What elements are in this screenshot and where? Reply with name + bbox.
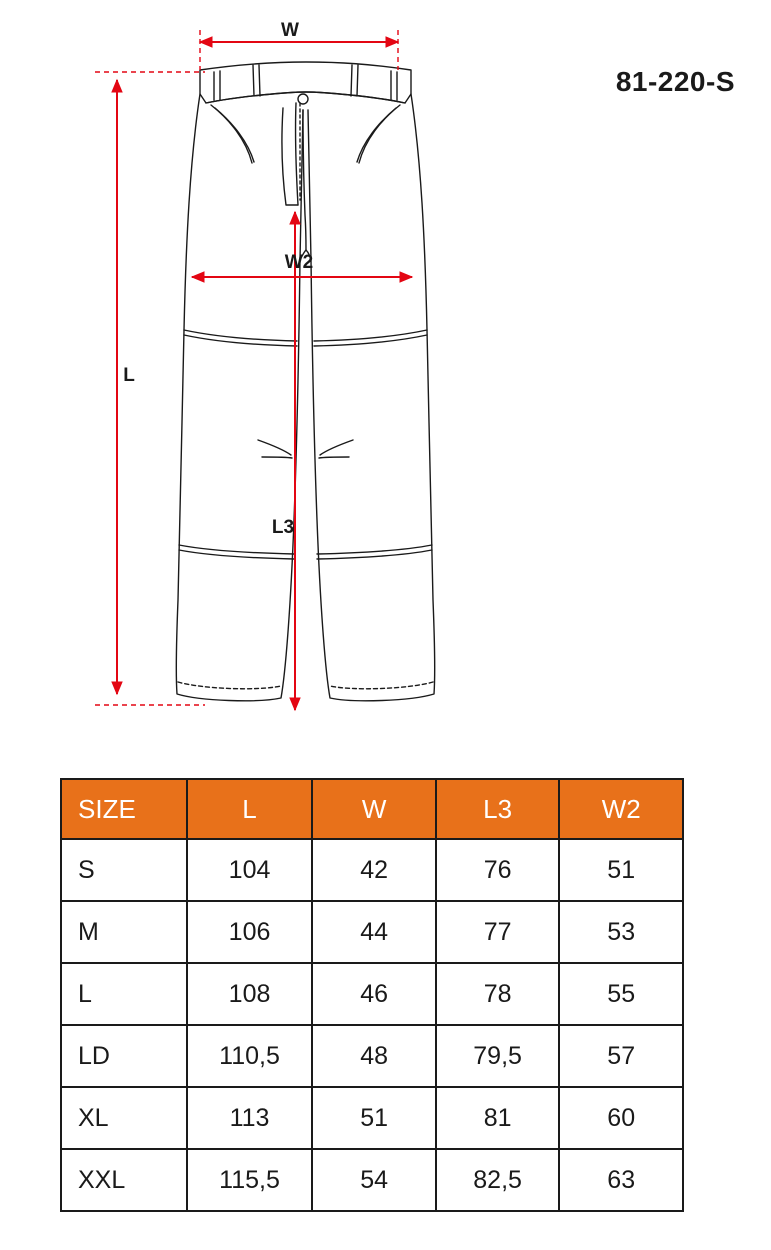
column-header-l: L [187, 779, 313, 839]
cell-w: 44 [312, 901, 435, 963]
arrow-l-top [112, 80, 122, 92]
cell-w: 54 [312, 1149, 435, 1211]
belt-loop-left-4 [259, 65, 260, 96]
cell-size: L [61, 963, 187, 1025]
cell-w: 51 [312, 1087, 435, 1149]
right-hem [330, 682, 433, 689]
cell-l: 106 [187, 901, 313, 963]
column-header-l3: L3 [436, 779, 560, 839]
belt-loop-right-4 [357, 65, 358, 96]
cell-l3: 82,5 [436, 1149, 560, 1211]
cell-size: LD [61, 1025, 187, 1087]
waistband-seam [206, 92, 405, 103]
arrow-l-bottom [112, 682, 122, 694]
dimension-w2 [192, 272, 412, 282]
knee-dart-left [258, 440, 291, 455]
fly-seam [296, 103, 298, 205]
pocket-right [359, 105, 400, 163]
product-code: 81-220-S [615, 66, 735, 97]
cell-size: M [61, 901, 187, 963]
knee-dart-right-2 [319, 457, 349, 458]
arrow-w-left [200, 37, 212, 47]
label-l3: L3 [271, 517, 295, 538]
table-row [61, 839, 683, 901]
center-seam [303, 110, 306, 250]
cell-size: XL [61, 1087, 187, 1149]
table-row [61, 1025, 683, 1087]
cell-w2: 51 [559, 839, 683, 901]
cell-size: XXL [61, 1149, 187, 1211]
arrow-w-right [386, 37, 398, 47]
arrow-l3-bottom [290, 698, 300, 710]
cell-w2: 53 [559, 901, 683, 963]
size-table [60, 778, 684, 1212]
cell-l: 108 [187, 963, 313, 1025]
cell-w: 42 [312, 839, 435, 901]
table-row [61, 1087, 683, 1149]
arrow-w2-left [192, 272, 204, 282]
right-thigh-panel-seam [314, 330, 427, 341]
cell-l3: 81 [436, 1087, 560, 1149]
cell-l3: 79,5 [436, 1025, 560, 1087]
cell-w: 48 [312, 1025, 435, 1087]
cell-l3: 77 [436, 901, 560, 963]
left-hem [178, 682, 281, 689]
arrow-w2-right [400, 272, 412, 282]
label-l: L [123, 365, 135, 386]
table-row [61, 963, 683, 1025]
column-header-size: SIZE [61, 779, 187, 839]
cell-w2: 63 [559, 1149, 683, 1211]
cell-l3: 76 [436, 839, 560, 901]
table-header-row [61, 779, 683, 839]
label-w: W [281, 20, 299, 41]
knee-dart-left-2 [262, 457, 292, 458]
knee-dart-right [320, 440, 353, 455]
waist-button [298, 94, 308, 104]
column-header-w: W [312, 779, 435, 839]
cell-w2: 57 [559, 1025, 683, 1087]
cell-l: 104 [187, 839, 313, 901]
cell-l3: 78 [436, 963, 560, 1025]
cell-l: 115,5 [187, 1149, 313, 1211]
cell-l: 113 [187, 1087, 313, 1149]
cell-size: S [61, 839, 187, 901]
cell-w: 46 [312, 963, 435, 1025]
dimension-lines [95, 30, 412, 710]
table-row [61, 901, 683, 963]
label-w2: W2 [284, 252, 314, 273]
cell-l: 110,5 [187, 1025, 313, 1087]
cell-w2: 60 [559, 1087, 683, 1149]
pocket-left [211, 105, 252, 163]
belt-loop-left-3 [253, 65, 254, 96]
dimension-l [95, 72, 205, 705]
waistband [200, 62, 411, 103]
arrow-l3-top [290, 212, 300, 224]
column-header-w2: W2 [559, 779, 683, 839]
pocket-right-stitch [357, 108, 396, 162]
table-row [61, 1149, 683, 1211]
left-thigh-panel-seam [184, 330, 297, 341]
pocket-left-stitch [215, 108, 254, 162]
belt-loop-right-3 [351, 65, 352, 96]
dimension-l3 [290, 212, 300, 710]
garment-outline [176, 62, 434, 701]
right-leg-outline [308, 94, 435, 701]
dimension-w [200, 30, 398, 70]
cell-w2: 55 [559, 963, 683, 1025]
